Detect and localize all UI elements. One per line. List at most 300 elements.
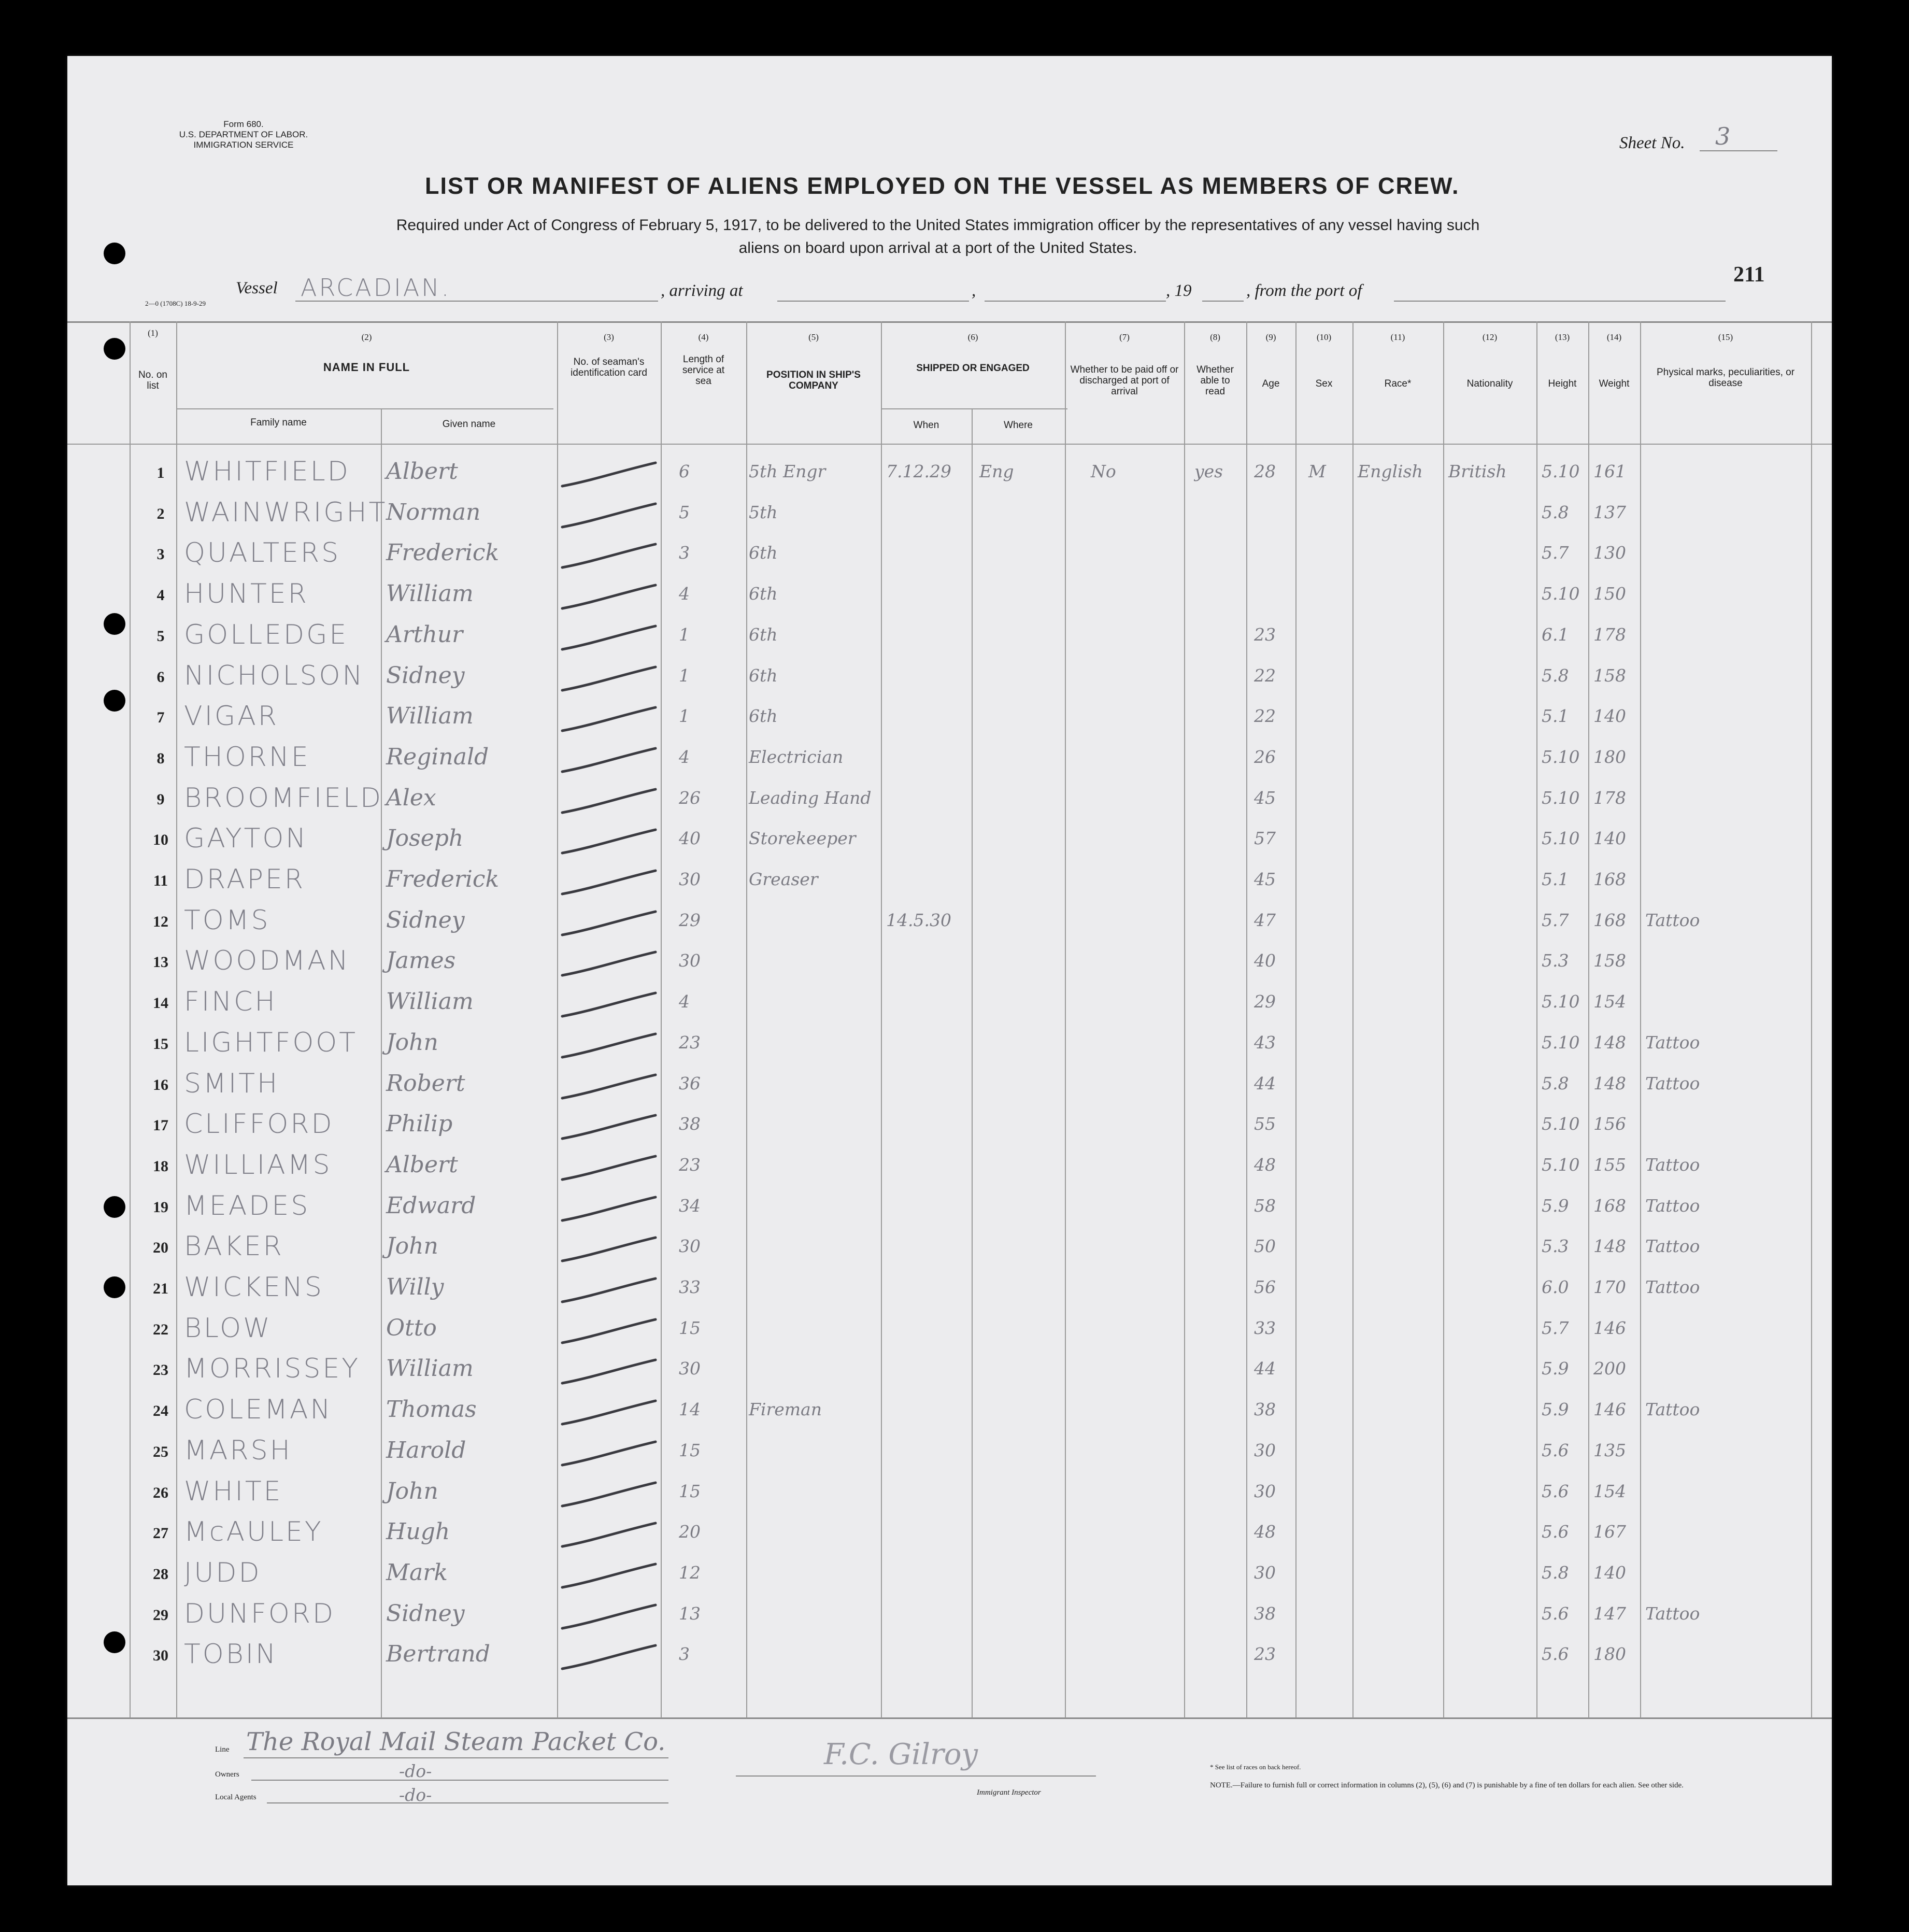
row-number: 27: [153, 1525, 168, 1542]
pen-stroke-mark: [560, 949, 658, 981]
column-divider: [1588, 321, 1589, 1718]
weight: 135: [1593, 1440, 1626, 1460]
weight: 130: [1593, 543, 1626, 563]
family-name: WICKENS: [184, 1272, 324, 1303]
col-15-heading: Physical marks, peculiarities, or disease: [1656, 367, 1795, 389]
pen-stroke-mark: [560, 1439, 658, 1470]
height: 5.7: [1542, 543, 1569, 563]
col-11-number: (11): [1390, 332, 1405, 342]
height: 5.10: [1542, 1032, 1580, 1053]
length-of-service: 36: [679, 1073, 701, 1093]
family-name: QUALTERS: [184, 537, 341, 569]
row-number: 28: [153, 1565, 168, 1583]
col-3-number: (3): [604, 332, 614, 342]
column-divider: [1640, 321, 1641, 1718]
given-name: Sidney: [386, 1600, 465, 1627]
row-number: 1: [156, 464, 165, 481]
col-1-number: (1): [148, 328, 158, 338]
age: 23: [1254, 1644, 1276, 1665]
position: Greaser: [749, 869, 818, 889]
given-name: Bertrand: [386, 1641, 490, 1668]
length-of-service: 38: [679, 1114, 701, 1134]
height: 5.8: [1542, 1562, 1569, 1583]
height: 5.9: [1542, 1195, 1569, 1216]
given-name: William: [386, 580, 474, 607]
age: 44: [1254, 1073, 1276, 1093]
column-divider: [130, 321, 131, 1718]
col-5-heading: POSITION IN SHIP'S COMPANY: [766, 370, 861, 391]
age: 26: [1254, 746, 1276, 767]
weight: 137: [1593, 502, 1626, 522]
column-divider: [1352, 321, 1354, 1718]
family-name: GOLLEDGE: [184, 619, 349, 650]
column-divider: [746, 321, 747, 1718]
weight: 200: [1593, 1358, 1626, 1379]
line-value: The Royal Mail Steam Packet Co.: [246, 1727, 666, 1756]
arriving-line: [777, 301, 969, 302]
weight: 140: [1593, 828, 1626, 849]
family-name: COLEMAN: [184, 1394, 333, 1426]
position: 6th: [749, 665, 778, 686]
weight: 178: [1593, 787, 1626, 808]
weight: 147: [1593, 1603, 1626, 1624]
length-of-service: 14: [679, 1399, 701, 1420]
header-bottom-rule: [67, 444, 1832, 445]
column-divider: [972, 408, 973, 1718]
col-9-number: (9): [1265, 332, 1276, 342]
pen-stroke-mark: [560, 1480, 658, 1511]
physical-marks: Tattoo: [1645, 1277, 1700, 1297]
family-name: MEADES: [184, 1190, 310, 1221]
owners-value: -do-: [399, 1761, 432, 1781]
penalty-note: NOTE.—Failure to furnish full or correct information in columns (2), (5), (6) and (7) is punishable by a fine of ten dollars for each alien. See other side.: [1210, 1781, 1684, 1789]
col-10-number: (10): [1316, 332, 1332, 342]
col-5-number: (5): [808, 332, 819, 342]
given-name: Willy: [386, 1274, 444, 1300]
height: 5.8: [1542, 1073, 1569, 1093]
family-name: FINCH: [184, 986, 277, 1018]
row-number: 6: [156, 668, 165, 686]
age: 58: [1254, 1195, 1276, 1216]
col-12-heading: Nationality: [1466, 378, 1513, 389]
weight: 150: [1593, 584, 1626, 604]
length-of-service: 15: [679, 1317, 701, 1338]
given-name-heading: Given name: [442, 419, 496, 430]
length-of-service: 20: [679, 1522, 701, 1542]
family-name: BLOW: [184, 1312, 272, 1344]
family-name: BAKER: [184, 1231, 284, 1262]
agents-label: Local Agents: [215, 1793, 257, 1801]
col-6-number: (6): [967, 332, 978, 342]
pen-stroke-mark: [560, 705, 658, 736]
length-of-service: 4: [679, 584, 690, 604]
given-name: John: [386, 1478, 438, 1504]
position: Leading Hand: [749, 787, 872, 808]
height: 5.10: [1542, 828, 1580, 849]
height: 5.6: [1542, 1440, 1569, 1460]
age: 28: [1254, 461, 1276, 481]
nationality: British: [1448, 461, 1507, 481]
row-number: 18: [153, 1157, 168, 1175]
height: 5.10: [1542, 991, 1580, 1012]
height: 5.3: [1542, 950, 1569, 971]
physical-marks: Tattoo: [1645, 1154, 1700, 1175]
length-of-service: 26: [679, 787, 701, 808]
row-number: 22: [153, 1320, 168, 1338]
weight: 140: [1593, 1562, 1626, 1583]
requirement-line-1: Required under Act of Congress of February 5, 1917, to be delivered to the United States immigration officer by the representatives of any vessel having such: [396, 217, 1480, 234]
given-name: Mark: [386, 1559, 448, 1586]
position: Electrician: [749, 746, 844, 767]
family-name: TOMS: [184, 904, 270, 936]
family-name: VIGAR: [184, 701, 279, 732]
col-4-heading: Length of service at sea: [682, 354, 725, 387]
family-name: DRAPER: [184, 864, 305, 895]
manifest-sheet: [67, 56, 1832, 1885]
family-name: SMITH: [184, 1068, 280, 1099]
age: 38: [1254, 1603, 1276, 1624]
weight: 170: [1593, 1277, 1626, 1297]
row-number: 15: [153, 1035, 168, 1053]
where-heading: Where: [1004, 420, 1033, 431]
age: 38: [1254, 1399, 1276, 1420]
physical-marks: Tattoo: [1645, 1236, 1700, 1257]
family-name: GAYTON: [184, 823, 308, 855]
weight: 168: [1593, 910, 1626, 930]
length-of-service: 3: [679, 1644, 690, 1665]
inspector-label: Immigrant Inspector: [977, 1788, 1041, 1797]
row-number: 25: [153, 1443, 168, 1460]
family-name: WAINWRIGHT: [184, 496, 388, 528]
inspector-rule: [736, 1775, 1096, 1777]
col-12-number: (12): [1482, 332, 1498, 342]
age: 30: [1254, 1440, 1276, 1460]
vessel-name: ARCADIAN.: [301, 274, 451, 302]
column-divider: [1246, 321, 1247, 1718]
height: 5.9: [1542, 1399, 1569, 1420]
row-number: 29: [153, 1606, 168, 1624]
age: 47: [1254, 910, 1276, 930]
pen-stroke-mark: [560, 746, 658, 777]
col-8-heading: Whether able to read: [1196, 364, 1234, 397]
column-divider: [381, 408, 382, 1718]
length-of-service: 23: [679, 1154, 701, 1175]
line-label: Line: [215, 1745, 230, 1754]
col-6-heading: SHIPPED OR ENGAGED: [916, 363, 1030, 374]
row-number: 23: [153, 1361, 168, 1379]
pen-stroke-mark: [560, 1602, 658, 1633]
age: 40: [1254, 950, 1276, 971]
weight: 180: [1593, 746, 1626, 767]
pen-stroke-mark: [560, 1276, 658, 1307]
able-to-read: yes: [1194, 461, 1223, 481]
column-divider: [1295, 321, 1297, 1718]
height: 5.7: [1542, 910, 1569, 930]
height: 5.10: [1542, 787, 1580, 808]
weight: 146: [1593, 1399, 1626, 1420]
pen-stroke-mark: [560, 1521, 658, 1552]
form-number: Form 680.: [223, 119, 264, 129]
document-title: LIST OR MANIFEST OF ALIENS EMPLOYED ON THE VESSEL AS MEMBERS OF CREW.: [425, 173, 1460, 199]
given-name: William: [386, 1355, 474, 1382]
age: 56: [1254, 1277, 1276, 1297]
shipped-where: Eng: [979, 461, 1014, 481]
family-name: TOBIN: [184, 1639, 278, 1670]
length-of-service: 15: [679, 1440, 701, 1460]
row-number: 19: [153, 1198, 168, 1216]
punch-hole: [104, 1276, 125, 1298]
given-name: Sidney: [386, 906, 465, 933]
height: 5.8: [1542, 665, 1569, 686]
punch-hole: [104, 690, 125, 712]
age: 45: [1254, 787, 1276, 808]
requirement-line-2: aliens on board upon arrival at a port of the United States.: [738, 239, 1137, 257]
length-of-service: 5: [679, 502, 690, 522]
length-of-service: 34: [679, 1195, 701, 1216]
col-7-number: (7): [1119, 332, 1130, 342]
row-number: 30: [153, 1647, 168, 1665]
given-name: Reginald: [386, 743, 489, 770]
pen-stroke-mark: [560, 1643, 658, 1674]
given-name: Joseph: [386, 825, 464, 852]
row-number: 20: [153, 1239, 168, 1257]
year-line: [1202, 301, 1244, 302]
weight: 148: [1593, 1032, 1626, 1053]
height: 5.10: [1542, 746, 1580, 767]
punch-hole: [104, 243, 125, 264]
column-divider: [881, 321, 882, 1718]
given-name: Thomas: [386, 1396, 477, 1423]
agents-value: -do-: [399, 1785, 432, 1805]
position: 5th Engr: [749, 461, 826, 481]
given-name: Sidney: [386, 662, 465, 689]
length-of-service: 4: [679, 991, 690, 1012]
physical-marks: Tattoo: [1645, 1073, 1700, 1093]
col-14-number: (14): [1606, 332, 1622, 342]
pen-stroke-mark: [560, 868, 658, 899]
length-of-service: 30: [679, 1236, 701, 1257]
pen-stroke-mark: [560, 1031, 658, 1062]
punch-hole: [104, 613, 125, 635]
col-2-heading: NAME IN FULL: [323, 361, 410, 374]
pen-stroke-mark: [560, 1195, 658, 1226]
age: 48: [1254, 1522, 1276, 1542]
col-2-number: (2): [361, 332, 372, 342]
given-name: Albert: [386, 458, 458, 485]
pen-stroke-mark: [560, 990, 658, 1021]
pen-stroke-mark: [560, 1154, 658, 1185]
weight: 180: [1593, 1644, 1626, 1665]
requirement-text: [233, 214, 1643, 260]
height: 5.3: [1542, 1236, 1569, 1257]
given-name: Hugh: [386, 1518, 450, 1545]
family-name: WILLIAMS: [184, 1149, 332, 1181]
given-name: Frederick: [386, 539, 500, 566]
physical-marks: Tattoo: [1645, 1195, 1700, 1216]
column-divider: [661, 321, 662, 1718]
height: 5.1: [1542, 706, 1569, 727]
punch-hole: [104, 1631, 125, 1653]
name-subheader-rule: [176, 408, 553, 409]
inspector-signature: F.C. Gilroy: [824, 1738, 978, 1771]
position: Fireman: [749, 1399, 822, 1420]
row-number: 26: [153, 1484, 168, 1501]
family-name: CLIFFORD: [184, 1109, 334, 1140]
family-name: WHITFIELD: [184, 456, 350, 487]
weight: 155: [1593, 1154, 1626, 1175]
age: 29: [1254, 991, 1276, 1012]
age: 30: [1254, 1562, 1276, 1583]
length-of-service: 29: [679, 910, 701, 930]
family-name: MORRISSEY: [184, 1353, 361, 1385]
weight: 158: [1593, 665, 1626, 686]
comma: ,: [972, 281, 976, 300]
given-name: Otto: [386, 1314, 437, 1341]
position: 5th: [749, 502, 778, 522]
position: 6th: [749, 543, 778, 563]
height: 5.7: [1542, 1317, 1569, 1338]
pen-stroke-mark: [560, 1113, 658, 1144]
height: 5.6: [1542, 1603, 1569, 1624]
weight: 167: [1593, 1522, 1626, 1542]
pen-stroke-mark: [560, 664, 658, 695]
row-number: 12: [153, 913, 168, 930]
row-number: 16: [153, 1076, 168, 1093]
weight: 168: [1593, 1195, 1626, 1216]
punch-hole: [104, 1196, 125, 1218]
race: English: [1358, 461, 1423, 481]
form-header: [166, 119, 321, 150]
weight: 156: [1593, 1114, 1626, 1134]
owners-field-rule: [251, 1780, 668, 1781]
row-number: 2: [156, 505, 165, 522]
given-name: Frederick: [386, 866, 500, 892]
family-name: LIGHTFOOT: [184, 1027, 358, 1058]
col-11-heading: Race*: [1384, 378, 1412, 389]
length-of-service: 6: [679, 461, 690, 481]
pen-stroke-mark: [560, 1235, 658, 1266]
position: Storekeeper: [749, 828, 856, 849]
pen-stroke-mark: [560, 1561, 658, 1593]
height: 5.1: [1542, 869, 1569, 889]
age: 43: [1254, 1032, 1276, 1053]
length-of-service: 15: [679, 1481, 701, 1501]
weight: 161: [1593, 461, 1626, 481]
given-name: Harold: [386, 1437, 466, 1464]
punch-hole: [104, 338, 125, 360]
height: 6.0: [1542, 1277, 1569, 1297]
race-note: * See list of races on back hereof.: [1210, 1763, 1301, 1771]
length-of-service: 1: [679, 665, 690, 686]
pen-stroke-mark: [560, 1072, 658, 1103]
row-number: 8: [156, 749, 165, 767]
height: 5.10: [1542, 1154, 1580, 1175]
sheet-label: Sheet No.: [1619, 134, 1685, 152]
weight: 148: [1593, 1236, 1626, 1257]
col-4-number: (4): [698, 332, 709, 342]
pen-stroke-mark: [560, 1398, 658, 1429]
row-number: 17: [153, 1117, 168, 1134]
given-name: Norman: [386, 499, 481, 525]
date-line: [985, 301, 1166, 302]
weight: 140: [1593, 706, 1626, 727]
from-port-label: , from the port of: [1246, 281, 1362, 300]
pen-stroke-mark: [560, 787, 658, 818]
pen-stroke-mark: [560, 827, 658, 858]
row-number: 9: [156, 790, 165, 808]
owners-label: Owners: [215, 1770, 239, 1779]
family-name: MARSH: [184, 1434, 292, 1466]
pen-stroke-mark: [560, 542, 658, 573]
given-name: Robert: [386, 1070, 465, 1097]
row-number: 13: [153, 954, 168, 971]
col-15-number: (15): [1718, 332, 1733, 342]
table-top-rule: [67, 321, 1832, 323]
paid-off: No: [1091, 461, 1116, 481]
col-13-heading: Height: [1548, 378, 1577, 389]
shipped-subheader-rule: [881, 408, 1067, 409]
height: 5.6: [1542, 1481, 1569, 1501]
height: 6.1: [1542, 624, 1569, 645]
age: 45: [1254, 869, 1276, 889]
length-of-service: 30: [679, 1358, 701, 1379]
length-of-service: 40: [679, 828, 701, 849]
length-of-service: 1: [679, 624, 690, 645]
column-divider: [176, 321, 177, 1718]
year-label: , 19: [1166, 281, 1192, 300]
sheet-number-line: [1700, 150, 1777, 151]
column-divider: [1536, 321, 1537, 1718]
weight: 148: [1593, 1073, 1626, 1093]
weight: 158: [1593, 950, 1626, 971]
pen-stroke-mark: [560, 1317, 658, 1348]
col-9-heading: Age: [1262, 378, 1280, 389]
family-name-heading: Family name: [250, 417, 307, 428]
row-number: 11: [153, 872, 168, 889]
physical-marks: Tattoo: [1645, 1399, 1700, 1420]
family-name: DUNFORD: [184, 1598, 336, 1629]
sex: M: [1308, 461, 1326, 481]
arriving-label: , arriving at: [661, 281, 743, 300]
row-number: 10: [153, 831, 168, 849]
weight: 154: [1593, 1481, 1626, 1501]
col-3-heading: No. of seaman's identification card: [571, 357, 647, 378]
department-name: U.S. DEPARTMENT OF LABOR.: [179, 130, 308, 139]
col-7-heading: Whether to be paid off or discharged at port of arrival: [1070, 364, 1179, 397]
given-name: Philip: [386, 1111, 453, 1138]
position: 6th: [749, 706, 778, 727]
height: 5.10: [1542, 461, 1580, 481]
age: 48: [1254, 1154, 1276, 1175]
vessel-label: Vessel: [236, 279, 278, 297]
col-1-heading: No. on list: [138, 370, 167, 391]
shipped-when: 7.12.29: [886, 461, 951, 481]
height: 5.10: [1542, 584, 1580, 604]
position: 6th: [749, 624, 778, 645]
weight: 146: [1593, 1317, 1626, 1338]
agents-field-rule: [267, 1802, 668, 1803]
age: 57: [1254, 828, 1276, 849]
length-of-service: 30: [679, 950, 701, 971]
col-8-number: (8): [1210, 332, 1220, 342]
table-bottom-rule: [67, 1717, 1832, 1719]
given-name: Arthur: [386, 621, 463, 648]
column-divider: [1811, 321, 1812, 1718]
row-number: 3: [156, 546, 165, 563]
family-name: JUDD: [184, 1557, 262, 1588]
length-of-service: 1: [679, 706, 690, 727]
given-name: Edward: [386, 1192, 476, 1219]
